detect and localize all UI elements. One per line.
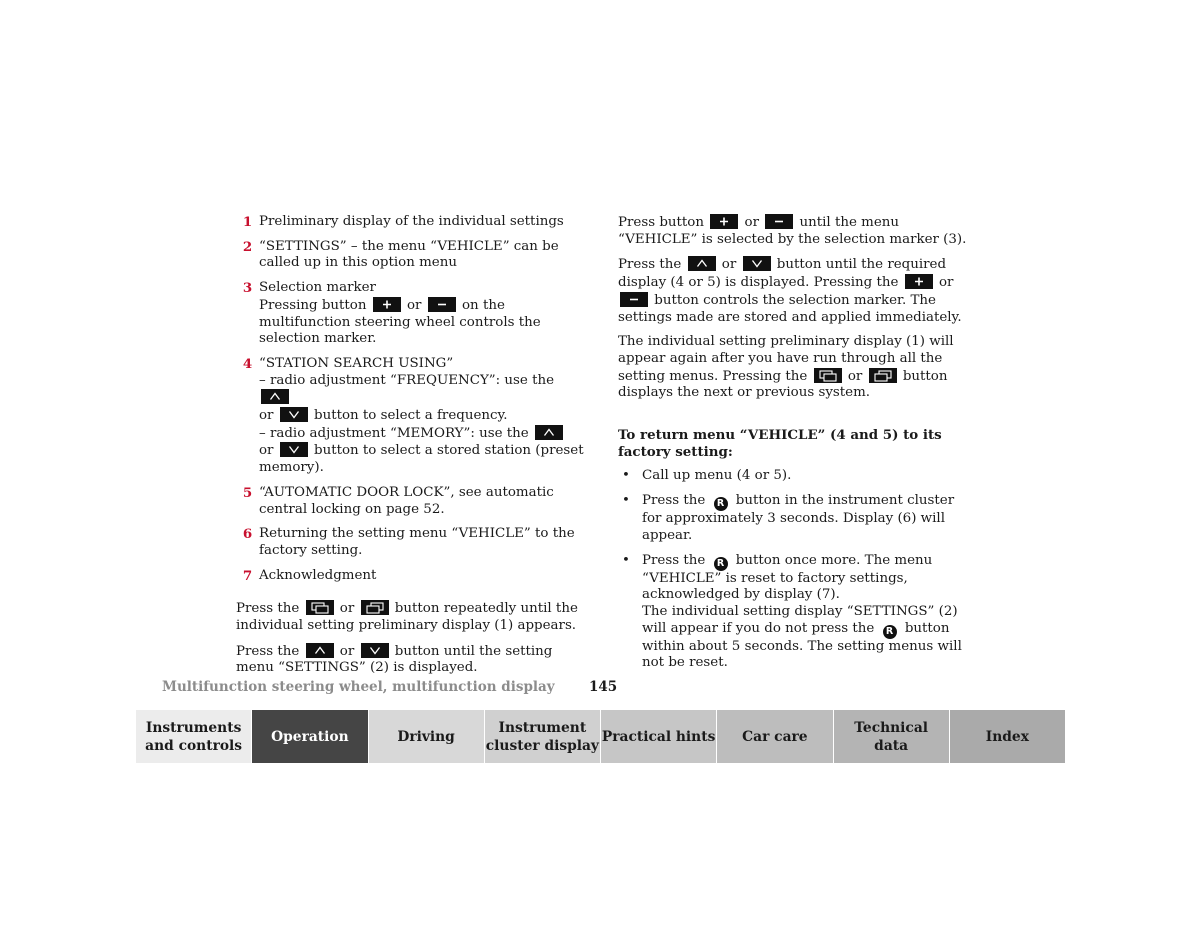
tab-instruments-and-controls[interactable]: Instruments and controls xyxy=(136,710,252,763)
item-text: Preliminary display of the individual settings xyxy=(259,214,564,229)
down-arrow-button-icon xyxy=(280,407,308,422)
minus-button-icon xyxy=(428,297,456,312)
bullet-press-reset: • Press the R button in the instrument cluster for approximately 3 seconds. Display (6) will appear. xyxy=(618,493,968,544)
up-arrow-button-icon xyxy=(535,425,563,440)
item-body: Selection marker Pressing button or on the multifunction steering wheel controls the selection marker. xyxy=(259,280,541,347)
tab-practical-hints[interactable]: Practical hints xyxy=(601,710,717,763)
item-number: 2 xyxy=(242,238,253,255)
bullet-press-reset-again: • Press the R button once more. The menu “VEHICLE” is reset to factory settings, acknowledged by display (7). The individual setting display “SETTINGS” (2) will appear if you do not press the R button within about 5 seconds. The setting menus will not be reset. xyxy=(618,553,968,673)
item-number: 6 xyxy=(242,526,253,543)
factory-setting-heading: To return menu “VEHICLE” (4 and 5) to its factory setting: xyxy=(618,427,942,460)
reset-button-icon: R xyxy=(714,497,728,511)
tab-operation[interactable]: Operation xyxy=(252,710,368,763)
plus-button-icon xyxy=(905,274,933,289)
bullet-icon: • xyxy=(622,552,630,568)
previous-system-button-icon xyxy=(361,600,389,615)
down-arrow-button-icon xyxy=(280,442,308,457)
tab-car-care[interactable]: Car care xyxy=(717,710,833,763)
paragraph-select-vehicle: Press button or until the menu “VEHICLE” is selected by the selection marker (3). xyxy=(618,215,967,247)
item-text: “SETTINGS” – the menu “VEHICLE” can be called up in this option menu xyxy=(259,238,559,271)
legend-item-5 xyxy=(236,485,586,518)
left-column xyxy=(236,214,586,685)
plus-button-icon xyxy=(710,214,738,229)
legend-item-4 xyxy=(236,356,586,477)
tab-index[interactable]: Index xyxy=(950,710,1065,763)
legend-item-3 xyxy=(236,280,586,348)
next-system-button-icon xyxy=(306,600,334,615)
item-number: 7 xyxy=(242,567,253,584)
item-text: Returning the setting menu “VEHICLE” to the factory setting. xyxy=(259,526,575,558)
tab-instrument-cluster-display[interactable]: Instrument cluster display xyxy=(485,710,601,763)
legend-item-6 xyxy=(236,526,586,559)
item-number: 3 xyxy=(242,280,253,297)
tab-technical-data[interactable]: Technical data xyxy=(834,710,950,763)
paragraph-settings-menu: Press the or button until the setting menu “SETTINGS” (2) is displayed. xyxy=(236,643,553,676)
reset-button-icon: R xyxy=(883,625,897,639)
bullet-icon: • xyxy=(622,468,630,484)
right-column xyxy=(618,214,968,680)
up-arrow-button-icon xyxy=(306,643,334,658)
item-number: 1 xyxy=(242,214,253,230)
previous-system-button-icon xyxy=(869,368,897,383)
down-arrow-button-icon xyxy=(743,256,771,271)
minus-button-icon xyxy=(620,292,648,307)
next-system-button-icon xyxy=(814,368,842,383)
item-number: 4 xyxy=(242,355,253,372)
legend-item-7 xyxy=(236,568,586,585)
bullet-icon: • xyxy=(622,493,630,509)
down-arrow-button-icon xyxy=(361,643,389,658)
up-arrow-button-icon xyxy=(688,256,716,271)
chapter-tabs xyxy=(136,710,1065,763)
tab-driving[interactable]: Driving xyxy=(369,710,485,763)
item-number: 5 xyxy=(242,484,253,501)
paragraph-required-display: Press the or button until the required display (4 or 5) is displayed. Pressing the or button controls the selection marker. The settings made are stored and applied immediately. xyxy=(618,257,962,325)
legend-item-2 xyxy=(236,239,586,272)
bullet-call-up-menu: • Call up menu (4 or 5). xyxy=(618,468,968,485)
item-title: “STATION SEARCH USING” xyxy=(259,355,454,371)
reset-button-icon: R xyxy=(714,557,728,571)
paragraph-preliminary-display: Press the or button repeatedly until the individual setting preliminary display (1) appears. xyxy=(236,601,578,634)
legend-item-1 xyxy=(236,214,586,231)
section-footer-title: Multifunction steering wheel, multifunction display xyxy=(162,679,555,695)
item-title: Selection marker xyxy=(259,280,376,296)
item-body: “STATION SEARCH USING” – radio adjustment “FREQUENCY”: use the or button to select a frequency. – radio adjustment “MEMORY”: use the or button to select a stored station (preset memory). xyxy=(259,355,584,476)
item-text: Acknowledgment xyxy=(259,567,377,583)
up-arrow-button-icon xyxy=(261,389,289,404)
plus-button-icon xyxy=(373,297,401,312)
item-text: “AUTOMATIC DOOR LOCK”, see automatic central locking on page 52. xyxy=(259,484,554,517)
minus-button-icon xyxy=(765,214,793,229)
paragraph-next-previous-system: The individual setting preliminary display (1) will appear again after you have run through all the setting menus. Pressing the or button displays the next or previous system. xyxy=(618,334,954,401)
page-number: 145 xyxy=(589,679,618,695)
